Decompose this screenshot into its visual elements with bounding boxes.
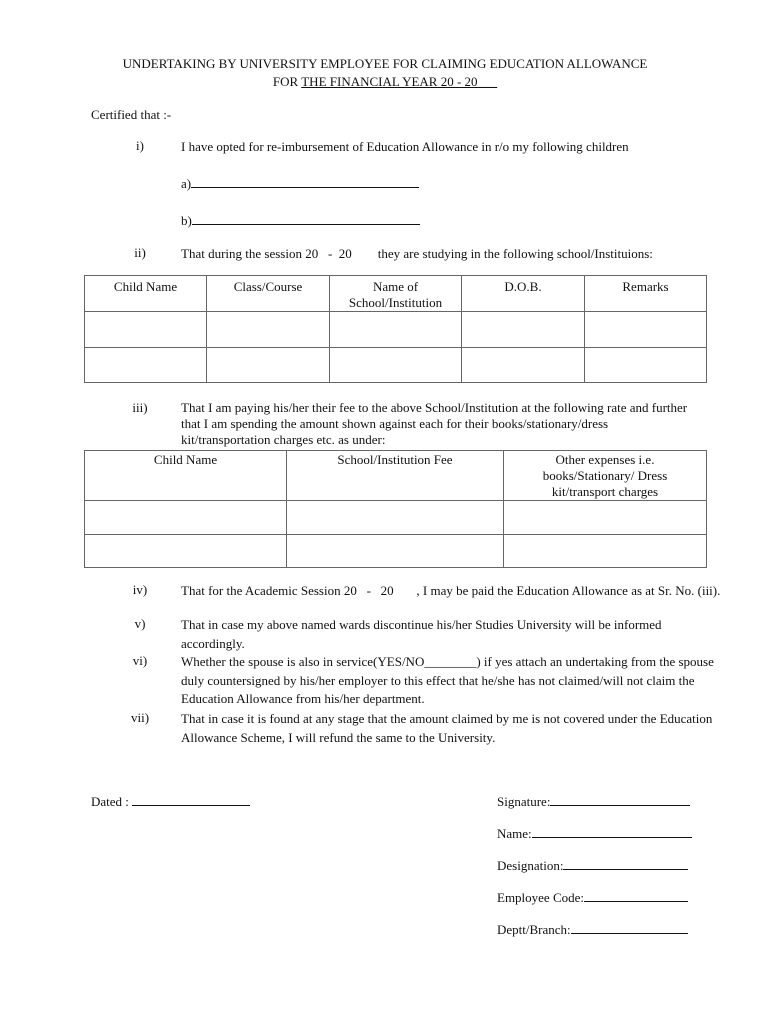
- item-i-text: I have opted for re-imbursement of Education Allowance in r/o my following children: [181, 139, 629, 154]
- table-cell[interactable]: [585, 348, 707, 383]
- item-iii-text: That I am paying his/her their fee to the above School/Institution at the following rate and further that I am spending the amount shown against each for their books/stationary/dress kit/transportation charges etc. as under:: [181, 400, 688, 447]
- table-cell[interactable]: [85, 501, 287, 535]
- table-cell[interactable]: [287, 501, 504, 535]
- signature-field[interactable]: [497, 793, 690, 810]
- table-row: [85, 348, 707, 383]
- designation-blank[interactable]: [563, 857, 688, 870]
- table-cell[interactable]: [85, 535, 287, 568]
- table-cell[interactable]: [462, 312, 585, 348]
- item-vii-text: That in case it is found at any stage that the amount claimed by me is not covered under the Education Allowance Scheme, I will refund the same to the University.: [181, 711, 713, 745]
- table-cell[interactable]: [585, 312, 707, 348]
- table-row: [85, 535, 707, 568]
- table-cell[interactable]: [85, 348, 207, 383]
- name-label: Name:: [497, 826, 532, 841]
- item-vi-text: Whether the spouse is also in service(YES/NO________) if yes attach an undertaking from the spouse duly countersigned by his/her employer to this effect that he/she has not claimed/will not claim the Education Allowance from his/her department.: [181, 654, 714, 706]
- child-a-blank[interactable]: [191, 175, 419, 188]
- employee-code-label: Employee Code:: [497, 890, 585, 905]
- form-title-line2: [0, 73, 770, 91]
- dated-blank[interactable]: [132, 793, 250, 806]
- item-v-text: That in case my above named wards discontinue his/her Studies University will be informed accordingly.: [181, 617, 662, 651]
- table-cell[interactable]: [504, 535, 707, 568]
- employee-code-field[interactable]: [497, 889, 688, 906]
- table-row: [85, 312, 707, 348]
- table-cell[interactable]: [330, 312, 462, 348]
- header-dob: D.O.B.: [462, 276, 585, 312]
- child-b-blank[interactable]: [192, 212, 420, 225]
- signature-blank[interactable]: [550, 793, 690, 806]
- child-b-label: b): [181, 213, 192, 228]
- table-cell[interactable]: [207, 348, 330, 383]
- item-ii-text: That during the session 20 - 20 they are studying in the following school/Instituions:: [181, 246, 653, 261]
- item-ii-number: ii): [134, 245, 146, 260]
- item-vi-number: vi): [132, 653, 148, 668]
- table-row: [85, 501, 707, 535]
- children-school-table: [84, 275, 707, 383]
- table-cell[interactable]: [462, 348, 585, 383]
- header-child-name-2: Child Name: [85, 451, 287, 501]
- table-cell[interactable]: [85, 312, 207, 348]
- header-other-expenses: Other expenses i.e. books/Stationary/ Dress kit/transport charges: [504, 451, 707, 501]
- header-remarks: Remarks: [585, 276, 707, 312]
- item-iii-number: iii): [132, 400, 148, 415]
- deptt-branch-label: Deptt/Branch:: [497, 922, 571, 937]
- header-school-fee: School/Institution Fee: [287, 451, 504, 501]
- employee-code-blank[interactable]: [584, 889, 688, 902]
- table-cell[interactable]: [330, 348, 462, 383]
- name-blank[interactable]: [532, 825, 692, 838]
- name-field[interactable]: [497, 825, 692, 842]
- child-a-field[interactable]: [181, 175, 419, 192]
- certified-heading: Certified that :-: [91, 107, 172, 122]
- table1-header-row: [85, 276, 707, 312]
- table2-header-row: [85, 451, 707, 501]
- fee-expense-table: [84, 450, 707, 568]
- header-class-course: Class/Course: [207, 276, 330, 312]
- item-iv-number: iv): [132, 582, 148, 597]
- child-b-field[interactable]: [181, 212, 420, 229]
- title-prefix: FOR: [272, 74, 302, 89]
- table-cell[interactable]: [207, 312, 330, 348]
- item-vii-number: vii): [130, 710, 150, 725]
- header-school-name: Name of School/Institution: [330, 276, 462, 312]
- dated-field[interactable]: [91, 793, 250, 810]
- child-a-label: a): [181, 176, 192, 191]
- form-title-line1: UNDERTAKING BY UNIVERSITY EMPLOYEE FOR CLAIMING EDUCATION ALLOWANCE: [122, 56, 648, 71]
- designation-field[interactable]: [497, 857, 688, 874]
- title-suffix: ___: [477, 74, 498, 89]
- dated-label: Dated :: [91, 794, 129, 809]
- header-child-name: Child Name: [85, 276, 207, 312]
- designation-label: Designation:: [497, 858, 564, 873]
- title-financial-year: THE FINANCIAL YEAR 20 - 20: [301, 74, 478, 89]
- deptt-branch-field[interactable]: [497, 921, 688, 938]
- item-i-number: i): [136, 138, 144, 153]
- table-cell[interactable]: [504, 501, 707, 535]
- item-v-number: v): [134, 616, 146, 631]
- deptt-branch-blank[interactable]: [571, 921, 688, 934]
- table-cell[interactable]: [287, 535, 504, 568]
- item-iv-text: That for the Academic Session 20 - 20 , I may be paid the Education Allowance as at Sr. No. (iii).: [181, 583, 721, 598]
- signature-label: Signature:: [497, 794, 551, 809]
